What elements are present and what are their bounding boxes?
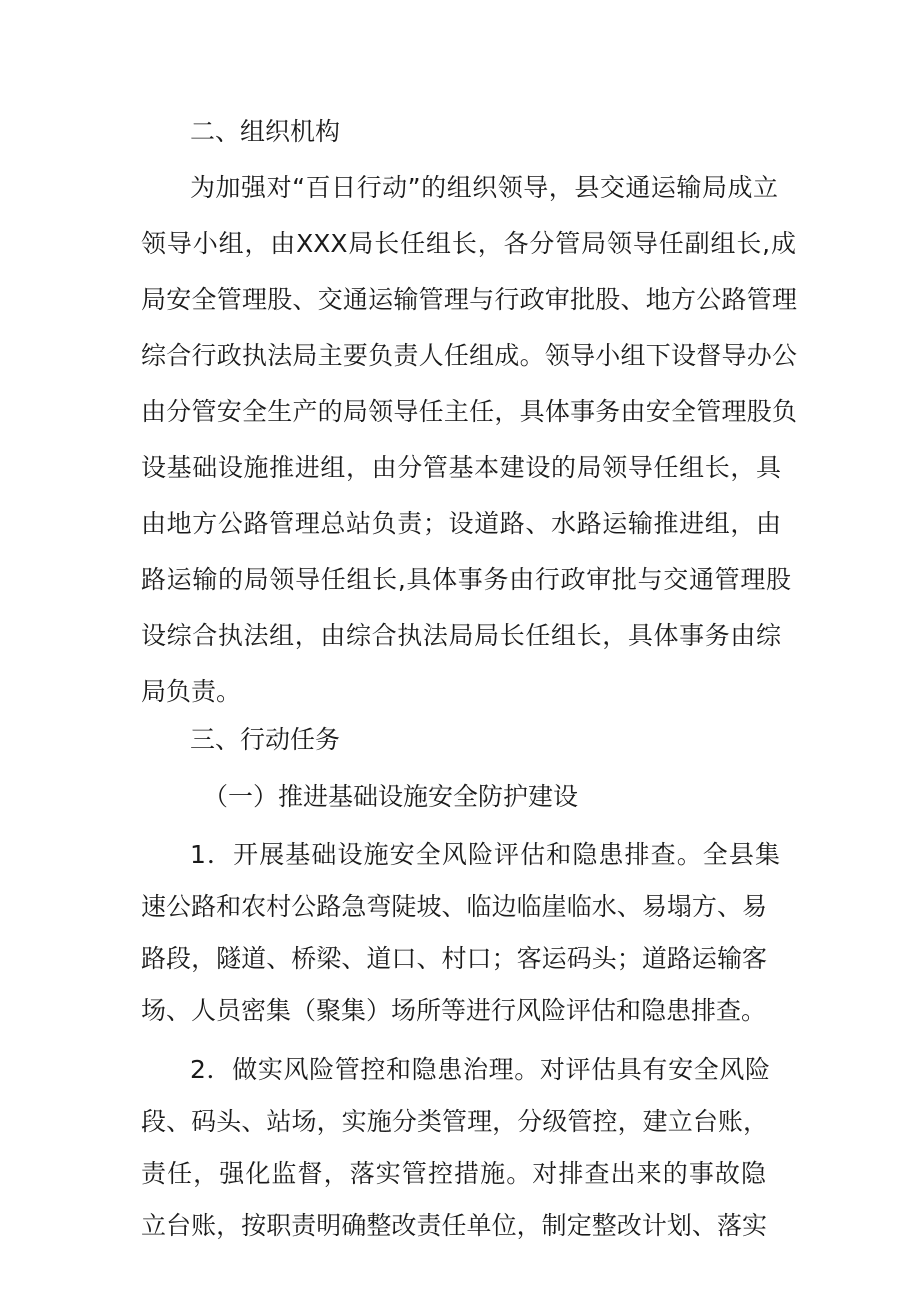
- paragraph-line: 为加强对“百日行动”的组织领导，县交通运输局成立: [190, 173, 778, 202]
- paragraph-line: 路段，隧道、桥梁、道口、村口；客运码头；道路运输客: [141, 944, 767, 973]
- paragraph-line: 由分管安全生产的局领导任主任，具体事务由安全管理股负: [141, 397, 797, 426]
- paragraph-line: 局负责。: [141, 677, 242, 706]
- paragraph-line: 速公路和农村公路急弯陡坡、临边临崖临水、易塌方、易: [141, 892, 767, 921]
- paragraph-line: 局安全管理股、交通运输管理与行政审批股、地方公路管理: [141, 285, 797, 314]
- paragraph-line: 设基础设施推进组，由分管基本建设的局领导任组长，具: [141, 453, 781, 482]
- paragraph-line: 路运输的局领导任组长,具体事务由行政审批与交通管理股: [141, 565, 791, 594]
- section-heading-organization: 二、组织机构: [190, 117, 341, 146]
- paragraph-line: 段、码头、站场，实施分类管理，分级管控，建立台账，: [141, 1107, 768, 1136]
- paragraph-line: 立台账，按职责明确整改责任单位，制定整改计划、落实: [141, 1211, 767, 1240]
- section-heading-tasks: 三、行动任务: [190, 725, 341, 754]
- paragraph-line: 由地方公路管理总站负责；设道路、水路运输推进组，由: [141, 509, 781, 538]
- paragraph-line: 责任，强化监督，落实管控措施。对排查出来的事故隐: [141, 1159, 766, 1188]
- paragraph-line: 设综合执法组，由综合执法局局长任组长，具体事务由综: [141, 621, 781, 650]
- paragraph-line: 场、人员密集（聚集）场所等进行风险评估和隐患排查。: [141, 996, 767, 1025]
- subsection-heading: （一）推进基础设施安全防护建设: [203, 782, 579, 811]
- paragraph-line: 领导小组，由XXX局长任组长，各分管局领导任副组长,成: [141, 229, 796, 258]
- paragraph-line: 2．做实风险管控和隐患治理。对评估具有安全风险: [190, 1055, 770, 1084]
- paragraph-line: 综合行政执法局主要负责人任组成。领导小组下设督导办公: [141, 341, 797, 370]
- paragraph-line: 1．开展基础设施安全风险评估和隐患排查。全县集: [190, 840, 780, 869]
